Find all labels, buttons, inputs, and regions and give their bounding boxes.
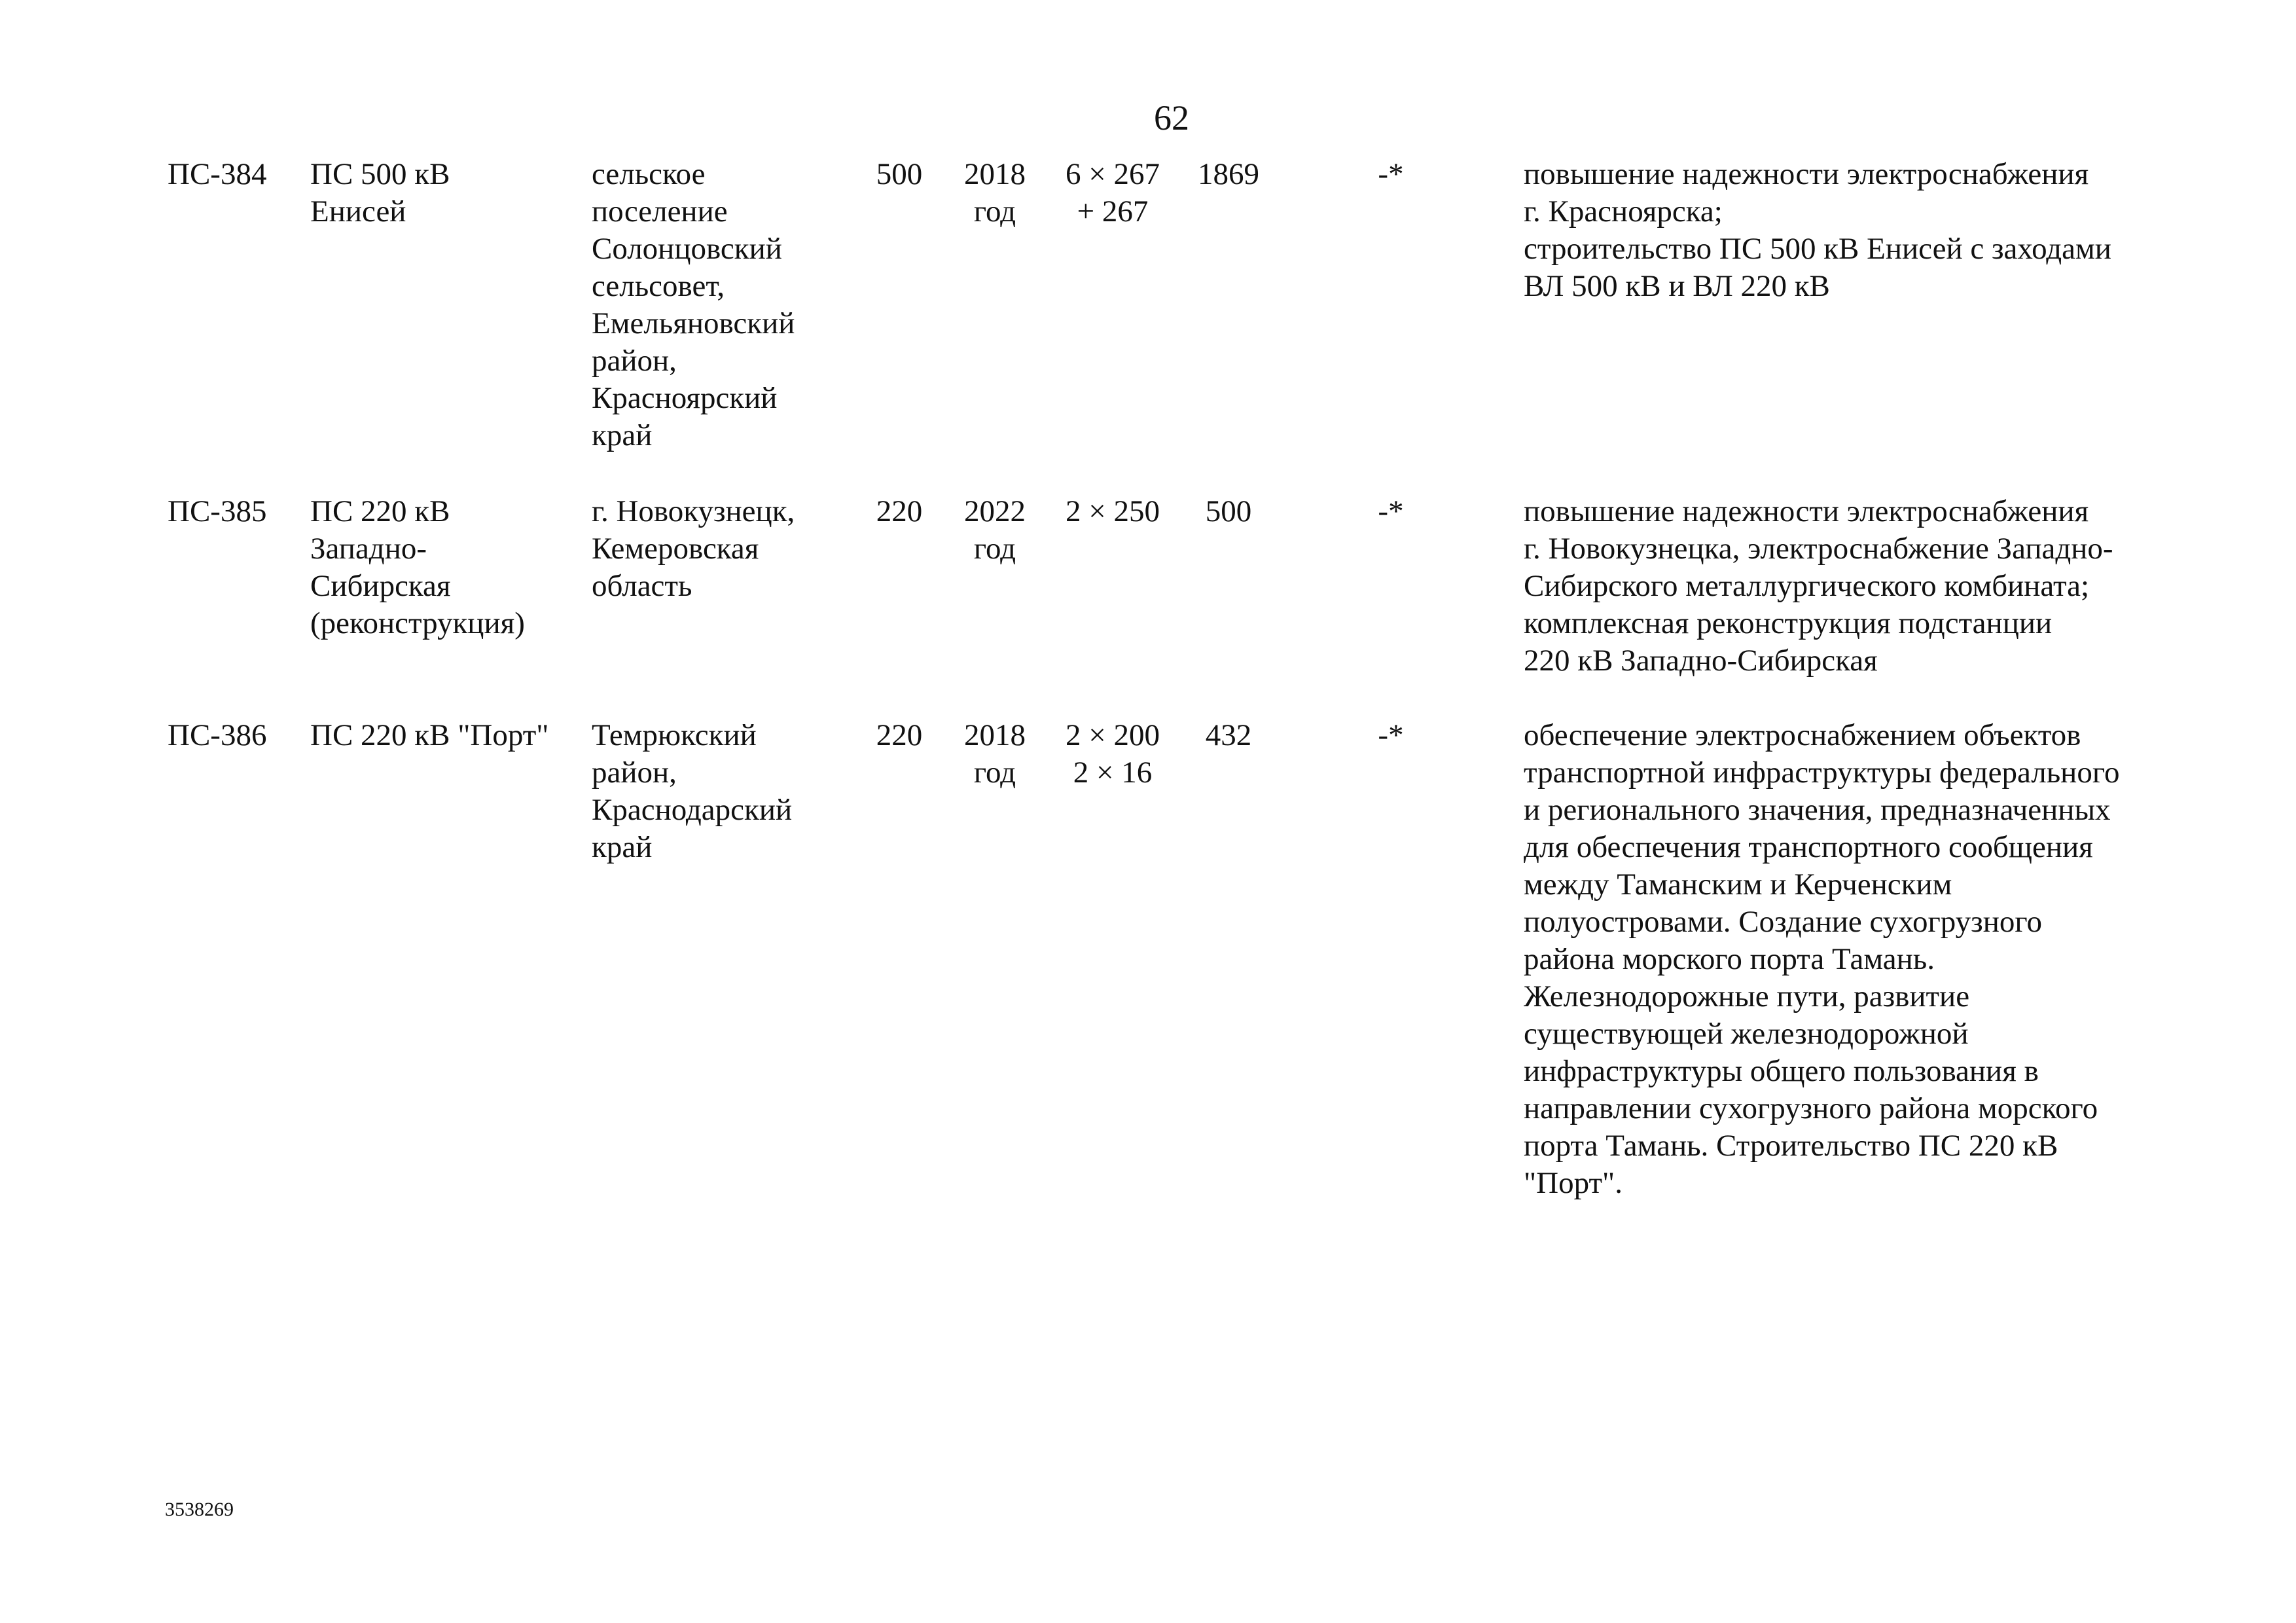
row-description: обеспечение электроснабжением объектов транспортной инфраструктуры федерального и регионального значения, предназначенных для обеспечения транспортного сообщения между Таманским и Керченским полуостровами. Создание сухогрузного района морского порта Тамань. Железнодорожные пути, развитие существующей железнодорожной инфраструктуры общего пользования в направлении сухогрузного района морского порта Тамань. Строительство ПС 220 кВ "Порт". bbox=[1524, 718, 2120, 1200]
row-id: ПС-384 bbox=[168, 157, 267, 191]
row-location: г. Новокузнецк, Кемеровская область bbox=[592, 494, 795, 603]
row-total: 500 bbox=[1205, 494, 1252, 528]
row-location: Темрюкский район, Краснодарский край bbox=[592, 718, 793, 864]
row-total: 432 bbox=[1205, 718, 1252, 752]
row-id: ПС-385 bbox=[168, 494, 267, 528]
document-code: 3538269 bbox=[165, 1499, 234, 1520]
row-voltage: 220 bbox=[876, 494, 923, 528]
row-voltage: 500 bbox=[876, 157, 923, 191]
row-voltage: 220 bbox=[876, 718, 923, 752]
row-capacity: 2 × 250 bbox=[1065, 494, 1160, 528]
row-mark: -* bbox=[1378, 494, 1404, 528]
row-location: сельское поселение Солонцовский сельсовет, Емельяновский район, Красноярский край bbox=[592, 157, 795, 452]
row-description: повышение надежности электроснабжения г. Красноярска; строительство ПС 500 кВ Енисей с заходами ВЛ 500 кВ и ВЛ 220 кВ bbox=[1524, 157, 2111, 303]
row-name: ПС 220 кВ Западно- Сибирская (реконструкция) bbox=[310, 494, 525, 640]
row-id: ПС-386 bbox=[168, 718, 267, 752]
page-number: 62 bbox=[1154, 98, 1189, 137]
row-capacity: 2 × 200 2 × 16 bbox=[1065, 718, 1160, 790]
row-total: 1869 bbox=[1198, 157, 1259, 191]
row-year: 2022 год bbox=[964, 494, 1026, 566]
row-mark: -* bbox=[1378, 157, 1404, 191]
row-mark: -* bbox=[1378, 718, 1404, 752]
row-name: ПС 220 кВ "Порт" bbox=[310, 718, 549, 752]
row-capacity: 6 × 267 + 267 bbox=[1065, 157, 1160, 228]
row-year: 2018 год bbox=[964, 157, 1026, 228]
row-year: 2018 год bbox=[964, 718, 1026, 790]
row-name: ПС 500 кВ Енисей bbox=[310, 157, 450, 228]
row-description: повышение надежности электроснабжения г. Новокузнецка, электроснабжение Западно- Сибирского металлургического комбината; комплексная реконструкция подстанции 220 кВ Западно-Сибирская bbox=[1524, 494, 2113, 678]
